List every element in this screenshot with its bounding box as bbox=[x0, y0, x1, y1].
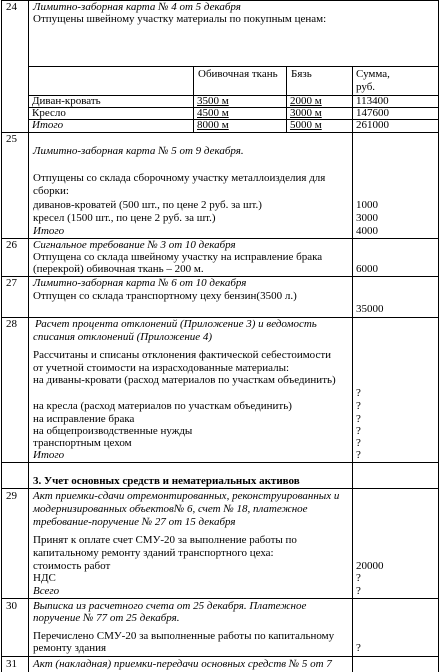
operation-description: (перекрой) обивочная ткань – 200 м. bbox=[33, 263, 204, 275]
amount-value: ? bbox=[356, 437, 361, 449]
amount-value: ? bbox=[356, 642, 361, 654]
table-row-label: Диван-кровать bbox=[32, 95, 101, 107]
document-title: Лимитно-заборная карта № 4 от 5 декабря bbox=[33, 1, 241, 13]
operation-line: на общепроизводственные нужды bbox=[33, 425, 193, 437]
operation-description: Принят к оплате счет СМУ-20 за выполнение работы по bbox=[33, 534, 297, 546]
column-header: Обивочная ткань bbox=[198, 68, 278, 80]
column-header: Бязь bbox=[291, 68, 312, 80]
document-title: модернизированных объектов№ 6, счет № 18, платежное bbox=[33, 503, 308, 515]
grid-line bbox=[1, 0, 2, 672]
table-cell: 113400 bbox=[356, 95, 389, 107]
document-title: Акт приемки-сдачи отремонтированных, реконструированных и bbox=[33, 490, 340, 502]
row-number: 28 bbox=[6, 318, 17, 330]
document-title: списания отклонений (Приложение 4) bbox=[33, 331, 213, 343]
table-cell: 3500 м bbox=[197, 95, 229, 107]
row-number: 29 bbox=[6, 490, 17, 502]
section-heading: 3. Учет основных средств и нематериальных активов bbox=[33, 475, 300, 487]
amount-value: 1000 bbox=[356, 199, 378, 211]
row-number: 25 bbox=[6, 133, 17, 145]
amount-value: ? bbox=[356, 425, 361, 437]
operation-description: от учетной стоимости на израсходованные материалы: bbox=[33, 362, 290, 374]
row-number: 27 bbox=[6, 277, 17, 289]
grid-line bbox=[28, 66, 438, 67]
amount-value: ? bbox=[356, 400, 361, 412]
amount-value: 4000 bbox=[356, 225, 378, 237]
operation-description: Рассчитаны и списаны отклонения фактической себестоимости bbox=[33, 349, 332, 361]
operation-description: на диваны-кровати (расход материалов по участкам объединить) bbox=[33, 374, 336, 386]
table-cell: 8000 м bbox=[197, 119, 229, 131]
operation-line: стоимость работ bbox=[33, 560, 111, 572]
amount-value: 35000 bbox=[356, 303, 384, 315]
amount-value: ? bbox=[356, 413, 361, 425]
operation-description: Отпущена со склада швейному участку на исправление брака bbox=[33, 251, 323, 263]
operation-line: НДС bbox=[33, 572, 56, 584]
table-row-label: Кресло bbox=[32, 107, 66, 119]
amount-value: 20000 bbox=[356, 560, 384, 572]
table-cell: 3000 м bbox=[290, 107, 322, 119]
operation-description: Отпущены со склада сборочному участку металлоизделия для bbox=[33, 172, 326, 184]
table-row-label: Итого bbox=[32, 119, 64, 131]
grid-line bbox=[352, 132, 353, 672]
operation-description: сборки: bbox=[33, 185, 69, 197]
operation-line: Итого bbox=[33, 225, 65, 237]
amount-value: ? bbox=[356, 449, 361, 461]
table-cell: 5000 м bbox=[290, 119, 322, 131]
row-number: 26 bbox=[6, 239, 17, 251]
operation-description: ремонту здания bbox=[33, 642, 107, 654]
grid-line bbox=[1, 132, 438, 133]
document-title: Лимитно-заборная карта № 5 от 9 декабря. bbox=[33, 145, 244, 157]
operation-line: Итого bbox=[33, 449, 65, 461]
grid-line bbox=[352, 66, 353, 132]
amount-value: 6000 bbox=[356, 263, 378, 275]
row-number: 24 bbox=[6, 1, 17, 13]
row-number: 31 bbox=[6, 658, 17, 670]
document-title: поручение № 77 от 25 декабря. bbox=[33, 612, 180, 624]
table-cell: 261000 bbox=[356, 119, 389, 131]
operation-line: на исправление брака bbox=[33, 413, 135, 425]
operation-line: Всего bbox=[33, 585, 60, 597]
document-title: требование-поручение № 27 от 15 декабря bbox=[33, 516, 236, 528]
operation-description: Перечислено СМУ-20 за выполненные работы по капитальному bbox=[33, 630, 335, 642]
document-title: Лимитно-заборная карта № 6 от 10 декабря bbox=[33, 277, 247, 289]
operation-description: Отпущен со склада транспортному цеху бензин(3500 л.) bbox=[33, 290, 297, 302]
grid-line bbox=[1, 462, 438, 463]
operation-description: Отпущены швейному участку материалы по покупным ценам: bbox=[33, 13, 327, 25]
grid-line bbox=[1, 488, 438, 489]
document-title: Выписка из расчетного счета от 25 декабря. Платежное bbox=[33, 600, 307, 612]
operation-description: капитальному ремонту зданий транспортного цеха: bbox=[33, 547, 274, 559]
table-cell: 4500 м bbox=[197, 107, 229, 119]
column-header: руб. bbox=[356, 81, 376, 93]
table-cell: 147600 bbox=[356, 107, 389, 119]
grid-line bbox=[193, 66, 194, 132]
operation-line: диванов-кроватей (500 шт., по цене 2 руб. за шт.) bbox=[33, 199, 262, 211]
operation-line: на кресла (расход материалов по участкам объединить) bbox=[33, 400, 292, 412]
amount-value: ? bbox=[356, 585, 361, 597]
document-title: Сигнальное требование № 3 от 10 декабря bbox=[33, 239, 236, 251]
document-title: Расчет процента отклонений (Приложение 3) и ведомость bbox=[35, 318, 317, 330]
row-number: 30 bbox=[6, 600, 17, 612]
operation-line: транспортным цехом bbox=[33, 437, 132, 449]
grid-line bbox=[1, 656, 438, 657]
table-cell: 2000 м bbox=[290, 95, 322, 107]
amount-value: 3000 bbox=[356, 212, 378, 224]
grid-line bbox=[286, 66, 287, 132]
operation-line: кресел (1500 шт., по цене 2 руб. за шт.) bbox=[33, 212, 216, 224]
amount-value: ? bbox=[356, 572, 361, 584]
document-title: Акт (накладная) приемки-передачи основных средств № 5 от 7 bbox=[33, 658, 332, 670]
amount-value: ? bbox=[356, 387, 361, 399]
grid-line bbox=[28, 0, 29, 672]
column-header: Сумма, bbox=[356, 68, 390, 80]
grid-line bbox=[1, 598, 438, 599]
